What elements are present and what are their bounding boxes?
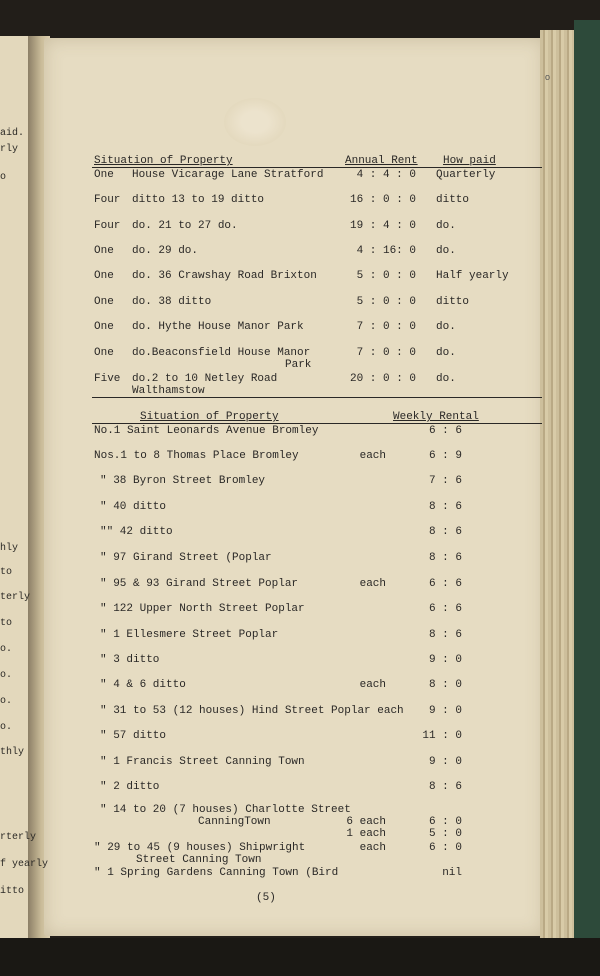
table2-rule xyxy=(92,423,542,424)
table2-row-desc: "" 42 ditto xyxy=(100,526,173,538)
table2-row-each: each xyxy=(359,842,386,854)
table1-row-desc: do. 21 to 27 do. xyxy=(132,220,238,232)
table2-row-desc: No.1 Saint Leonards Avenue Bromley xyxy=(94,425,319,437)
left-page-fragment: o. xyxy=(0,722,13,733)
embossed-seal xyxy=(224,98,286,146)
table2-row-rent: 8 : 6 xyxy=(428,501,462,513)
left-page-fragment: itto xyxy=(0,886,25,897)
table2-row-each: each xyxy=(359,578,386,590)
table2-row-desc: " 122 Upper North Street Poplar xyxy=(100,603,305,615)
table2-row-rent: 6 : 0 xyxy=(428,816,462,828)
table2-row-each: 6 each xyxy=(346,816,386,828)
left-page-fragment: rly xyxy=(0,144,19,155)
table2-row-rent: 6 : 6 xyxy=(428,578,462,590)
table2-row-desc-cont: Street Canning Town xyxy=(136,854,262,866)
table2-row-desc: " 3 ditto xyxy=(100,654,160,666)
left-page-fragment: rterly xyxy=(0,832,37,843)
table1-row-desc: do. Hythe House Manor Park xyxy=(132,321,304,333)
table2-row-desc: " 57 ditto xyxy=(100,730,167,742)
left-page-fragment: terly xyxy=(0,592,31,603)
table1-row-paid: do. xyxy=(436,245,456,257)
book-cover xyxy=(574,20,600,960)
table1-row-desc: do. 36 Crawshay Road Brixton xyxy=(132,270,317,282)
table2-row-rent: 9 : 0 xyxy=(428,654,462,666)
table1-row-desc: ditto 13 to 19 ditto xyxy=(132,194,265,206)
table1-row-paid: do. xyxy=(436,321,456,333)
table1-row-rent: 5 : 0 : 0 xyxy=(356,296,416,308)
table2-row-each: each xyxy=(359,679,386,691)
table1-rule xyxy=(92,167,542,168)
table1-header-situation: Situation of Property xyxy=(94,155,233,167)
table1-row-qty: One xyxy=(94,245,114,257)
table2-row-rent: 6 : 0 xyxy=(428,842,462,854)
table1-row-paid: Quarterly xyxy=(436,169,496,181)
table1-row-desc: do. 38 ditto xyxy=(132,296,212,308)
bottom-shadow xyxy=(0,938,600,976)
table2-header-situation: Situation of Property xyxy=(140,411,279,423)
table1-row-paid: ditto xyxy=(436,296,470,308)
table2-row-rent: 11 : 0 xyxy=(422,730,462,742)
table2-row-rent: nil xyxy=(442,867,462,879)
table1-row-desc: do.Beaconsfield House Manor xyxy=(132,347,311,359)
table2-row-desc: " 1 Spring Gardens Canning Town (Bird xyxy=(94,867,339,879)
table2-row-rent: 8 : 6 xyxy=(428,552,462,564)
table1-row-qty: Four xyxy=(94,220,121,232)
table1-row-paid: ditto xyxy=(436,194,470,206)
table1-row-desc-cont: Walthamstow xyxy=(132,385,205,397)
table1-row-rent: 7 : 0 : 0 xyxy=(356,347,416,359)
table2-row-rent: 8 : 6 xyxy=(428,629,462,641)
table2-row-rent: 8 : 0 xyxy=(428,679,462,691)
table2-row-desc: " 97 Girand Street (Poplar xyxy=(100,552,272,564)
table1-row-desc: do.2 to 10 Netley Road xyxy=(132,373,278,385)
table2-row-rent: 6 : 6 xyxy=(428,603,462,615)
table1-row-qty: One xyxy=(94,321,114,333)
table2-row-desc: " 29 to 45 (9 houses) Shipwright xyxy=(94,842,306,854)
table2-row-rent: 8 : 6 xyxy=(428,526,462,538)
table2-row-rent: 6 : 9 xyxy=(428,450,462,462)
left-page-fragment: o. xyxy=(0,670,13,681)
table1-row-rent: 19 : 4 : 0 xyxy=(349,220,416,232)
table2-row-desc: " 2 ditto xyxy=(100,781,160,793)
table2-row-desc: " 38 Byron Street Bromley xyxy=(100,475,266,487)
table1-row-paid: do. xyxy=(436,220,456,232)
table1-row-paid: Half yearly xyxy=(436,270,509,282)
left-page-fragment: o. xyxy=(0,644,13,655)
table1-row-desc-cont: Park xyxy=(285,359,312,371)
table1-row-rent: 7 : 0 : 0 xyxy=(356,321,416,333)
table2-row-desc: " 1 Francis Street Canning Town xyxy=(100,756,305,768)
table2-row-desc: " 40 ditto xyxy=(100,501,167,513)
table1-row-rent: 4 : 16: 0 xyxy=(356,245,416,257)
table1-row-qty: One xyxy=(94,169,114,181)
table2-row-rent: 7 : 6 xyxy=(428,475,462,487)
table1-row-qty: Five xyxy=(94,373,121,385)
table2-row-each-secondary: 1 each xyxy=(346,828,386,840)
table2-row-desc: " 1 Ellesmere Street Poplar xyxy=(100,629,279,641)
table2-row-desc: " 95 & 93 Girand Street Poplar xyxy=(100,578,299,590)
left-page-fragment: hly xyxy=(0,543,19,554)
left-page-fragment: to xyxy=(0,618,13,629)
left-page-fragment: aid. xyxy=(0,128,25,139)
table1-row-desc: do. 29 do. xyxy=(132,245,199,257)
table2-row-each: each xyxy=(359,450,386,462)
table2-row-desc: " 31 to 53 (12 houses) Hind Street Poplar each xyxy=(100,705,404,717)
table1-row-rent: 5 : 0 : 0 xyxy=(356,270,416,282)
table1-row-qty: Four xyxy=(94,194,121,206)
table1-row-qty: One xyxy=(94,296,114,308)
table1-row-qty: One xyxy=(94,270,114,282)
table2-row-desc: " 14 to 20 (7 houses) Charlotte Street xyxy=(100,804,351,816)
page-marker: o xyxy=(545,72,551,82)
left-page-fragment: thly xyxy=(0,747,25,758)
table1-row-desc: House Vicarage Lane Stratford xyxy=(132,169,324,181)
table2-row-rent: 8 : 6 xyxy=(428,781,462,793)
table2-header-weekly-rental: Weekly Rental xyxy=(393,411,479,423)
table2-row-desc: Nos.1 to 8 Thomas Place Bromley xyxy=(94,450,299,462)
table2-row-rent-secondary: 5 : 0 xyxy=(428,828,462,840)
table1-row-rent: 16 : 0 : 0 xyxy=(349,194,416,206)
table1-row-qty: One xyxy=(94,347,114,359)
table-divider xyxy=(92,397,542,398)
table1-row-rent: 20 : 0 : 0 xyxy=(349,373,416,385)
table2-row-rent: 9 : 0 xyxy=(428,756,462,768)
table1-row-rent: 4 : 4 : 0 xyxy=(356,169,416,181)
table1-row-paid: do. xyxy=(436,347,456,359)
left-page-fragment: f yearly xyxy=(0,859,49,870)
table2-row-rent: 9 : 0 xyxy=(428,705,462,717)
table2-row-desc-cont: CanningTown xyxy=(198,816,271,828)
table2-row-desc: " 4 & 6 ditto xyxy=(100,679,186,691)
table2-row-rent: 6 : 6 xyxy=(428,425,462,437)
table1-row-paid: do. xyxy=(436,373,456,385)
left-page-fragment: o. xyxy=(0,696,13,707)
page-number: (5) xyxy=(256,892,276,904)
table1-header-how-paid: How paid xyxy=(443,155,496,167)
table1-header-annual-rent: Annual Rent xyxy=(345,155,418,167)
left-page-fragment: to xyxy=(0,567,13,578)
left-page-fragment: o xyxy=(0,172,7,183)
